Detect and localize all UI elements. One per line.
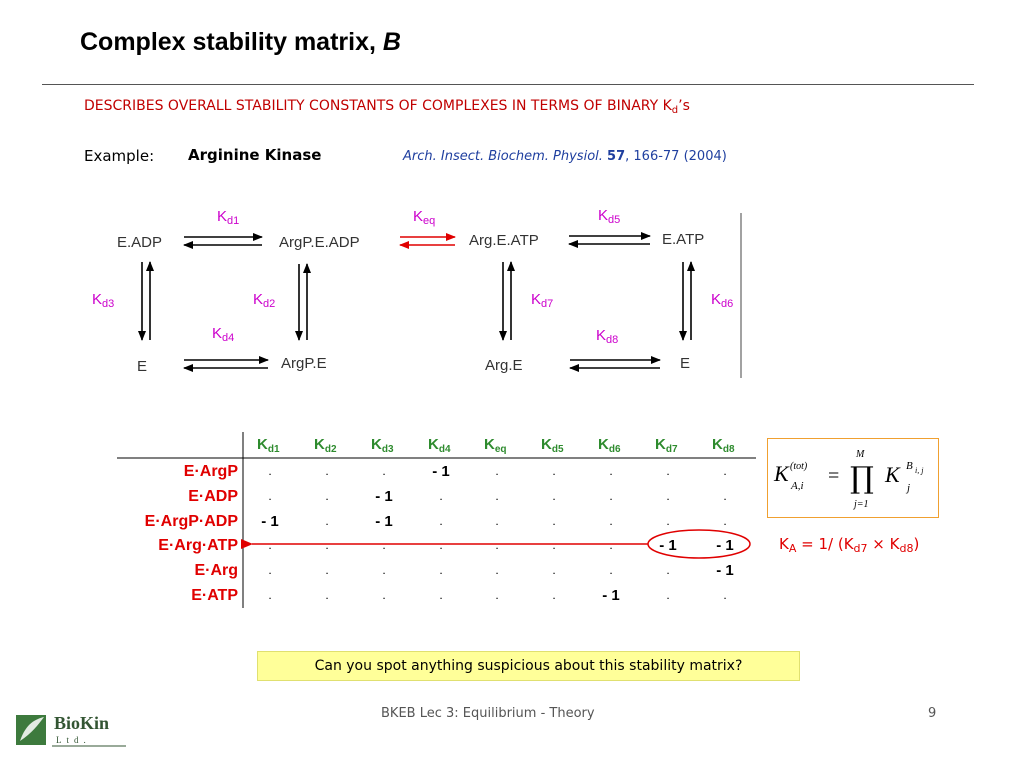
- matrix-cell-empty: .: [723, 514, 727, 528]
- matrix-cell-value: - 1: [375, 488, 393, 505]
- matrix-cell-value: - 1: [261, 513, 279, 530]
- k-label-d1: Kd1: [217, 208, 240, 227]
- matrix-col-header: Kd7: [655, 436, 678, 455]
- matrix-row-label: E·ADP: [188, 488, 238, 505]
- formula-m: M: [856, 449, 865, 460]
- matrix-cell-empty: .: [495, 538, 499, 552]
- k-label-eq: Keq: [413, 208, 436, 227]
- logo-ltd: Ltd.: [56, 735, 91, 745]
- matrix-cell-empty: .: [495, 464, 499, 478]
- matrix-cell-empty: .: [609, 489, 613, 503]
- matrix-row-label: E·Arg·ATP: [158, 537, 238, 554]
- title-main: Complex stability matrix,: [80, 28, 383, 56]
- matrix-cell-empty: .: [325, 563, 329, 577]
- ka-times: × K: [867, 535, 900, 553]
- k-label-d5: Kd5: [598, 207, 621, 226]
- matrix-cell-empty: .: [495, 588, 499, 602]
- matrix-cell-empty: .: [723, 588, 727, 602]
- matrix-col-header: Kd4: [428, 436, 451, 455]
- example-label: Example:: [84, 147, 155, 165]
- question-callout: Can you spot anything suspicious about this stability matrix?: [257, 651, 800, 681]
- formula-ij: i, j: [915, 466, 924, 475]
- matrix-cell-empty: .: [325, 538, 329, 552]
- matrix-col-header: Kd6: [598, 436, 621, 455]
- ka-sub1: d7: [853, 542, 868, 555]
- matrix-col-header: Kd1: [257, 436, 280, 455]
- matrix-body: [145, 463, 734, 604]
- matrix-cell-empty: .: [382, 464, 386, 478]
- matrix-cell-empty: .: [382, 538, 386, 552]
- formula-j1: j=1: [854, 499, 869, 510]
- matrix-cell-empty: .: [495, 563, 499, 577]
- ka-sub2: d8: [899, 542, 914, 555]
- matrix-row-label: E·ATP: [191, 587, 238, 604]
- ka-sub: A: [788, 542, 797, 555]
- matrix-cell-empty: .: [609, 464, 613, 478]
- species-argp-e-adp: ArgP.E.ADP: [279, 234, 360, 251]
- formula-box: [767, 438, 939, 518]
- matrix-cell-empty: .: [609, 514, 613, 528]
- matrix-cell-empty: .: [325, 489, 329, 503]
- title-variable: B: [382, 28, 401, 56]
- matrix-row-label: E·ArgP: [183, 463, 238, 480]
- ka-expression: [779, 535, 919, 555]
- matrix-cell-empty: .: [268, 489, 272, 503]
- matrix-cell-value: - 1: [716, 537, 734, 554]
- matrix-row-label: E·ArgP·ADP: [144, 513, 238, 530]
- matrix-cell-value: - 1: [602, 587, 620, 604]
- matrix-row-label: E·Arg: [194, 562, 238, 579]
- matrix-cell-empty: .: [552, 538, 556, 552]
- matrix-cell-value: - 1: [432, 463, 450, 480]
- logo-text: BioKin: [54, 713, 110, 733]
- reference-journal: Arch. Insect. Biochem. Physiol.: [403, 149, 603, 164]
- matrix-cell-empty: .: [325, 464, 329, 478]
- k-label-d7: Kd7: [531, 291, 554, 310]
- subtitle-tail: ’s: [678, 98, 690, 114]
- species-e-right: E: [680, 355, 691, 372]
- matrix-cell-empty: .: [666, 464, 670, 478]
- matrix-cell-empty: .: [666, 588, 670, 602]
- matrix-cell-empty: .: [325, 588, 329, 602]
- matrix-cell-empty: .: [723, 464, 727, 478]
- matrix-cell-empty: .: [666, 489, 670, 503]
- k-label-d8: Kd8: [596, 327, 619, 346]
- formula-j: j: [907, 482, 911, 494]
- matrix-col-header: Kd2: [314, 436, 337, 455]
- matrix-cell-empty: .: [666, 563, 670, 577]
- matrix-cell-empty: .: [439, 538, 443, 552]
- subtitle-sub: d: [671, 105, 679, 116]
- species-e-left: E: [137, 358, 148, 375]
- matrix-cell-empty: .: [609, 563, 613, 577]
- ka-k: K: [779, 535, 789, 553]
- k-label-d2: Kd2: [253, 291, 276, 310]
- reference-pages: , 166-77 (2004): [625, 149, 727, 164]
- matrix-col-header: Keq: [484, 436, 507, 455]
- matrix-cell-empty: .: [382, 588, 386, 602]
- subtitle-main: DESCRIBES OVERALL STABILITY CONSTANTS OF COMPLEXES IN TERMS OF BINARY K: [84, 98, 672, 114]
- matrix-cell-empty: .: [268, 538, 272, 552]
- formula-kj: K: [885, 462, 900, 487]
- formula-b: B: [906, 460, 913, 472]
- matrix-cell-empty: .: [439, 563, 443, 577]
- reference-volume: 57: [607, 149, 626, 164]
- matrix-cell-empty: .: [325, 514, 329, 528]
- matrix-col-header: Kd8: [712, 436, 735, 455]
- matrix-cell-value: - 1: [659, 537, 677, 554]
- matrix-col-header: Kd3: [371, 436, 394, 455]
- matrix-cell-empty: .: [439, 489, 443, 503]
- matrix-cell-empty: .: [666, 514, 670, 528]
- ka-mid: = 1/ (K: [796, 535, 854, 553]
- species-e-adp: E.ADP: [117, 234, 163, 251]
- species-arg-e-atp: Arg.E.ATP: [469, 232, 539, 249]
- formula: [768, 439, 938, 517]
- matrix-cell-empty: .: [552, 514, 556, 528]
- formula-ai: A,i: [791, 480, 804, 492]
- matrix-col-header: Kd5: [541, 436, 564, 455]
- matrix-cell-empty: .: [268, 563, 272, 577]
- matrix-cell-empty: .: [439, 514, 443, 528]
- matrix-cell-value: - 1: [375, 513, 393, 530]
- formula-equals: =: [828, 465, 840, 487]
- formula-tot: (tot): [790, 461, 808, 472]
- matrix-cell-empty: .: [552, 489, 556, 503]
- matrix-cell-empty: .: [723, 489, 727, 503]
- matrix-cell-value: - 1: [716, 562, 734, 579]
- matrix-cell-empty: .: [609, 538, 613, 552]
- page-number: 9: [928, 706, 937, 721]
- matrix-cell-empty: .: [382, 563, 386, 577]
- example-enzyme: Arginine Kinase: [188, 146, 322, 164]
- matrix-cell-empty: .: [439, 588, 443, 602]
- species-arg-e: Arg.E: [485, 357, 523, 374]
- k-label-d4: Kd4: [212, 325, 235, 344]
- matrix-cell-empty: .: [552, 464, 556, 478]
- product-icon: ∏: [850, 461, 874, 496]
- matrix-cell-empty: .: [495, 489, 499, 503]
- matrix-cell-empty: .: [552, 588, 556, 602]
- footer-lecture: BKEB Lec 3: Equilibrium - Theory: [381, 706, 595, 721]
- matrix-cell-empty: .: [268, 464, 272, 478]
- matrix-cell-empty: .: [495, 514, 499, 528]
- matrix-cell-empty: .: [552, 563, 556, 577]
- ka-close: ): [913, 535, 920, 553]
- k-label-d6: Kd6: [711, 291, 734, 310]
- k-label-d3: Kd3: [92, 291, 115, 310]
- matrix-cell-empty: .: [268, 588, 272, 602]
- formula-k: K: [774, 461, 789, 486]
- species-argp-e: ArgP.E: [281, 355, 327, 372]
- matrix-header: [257, 436, 735, 455]
- species-e-atp: E.ATP: [662, 231, 705, 248]
